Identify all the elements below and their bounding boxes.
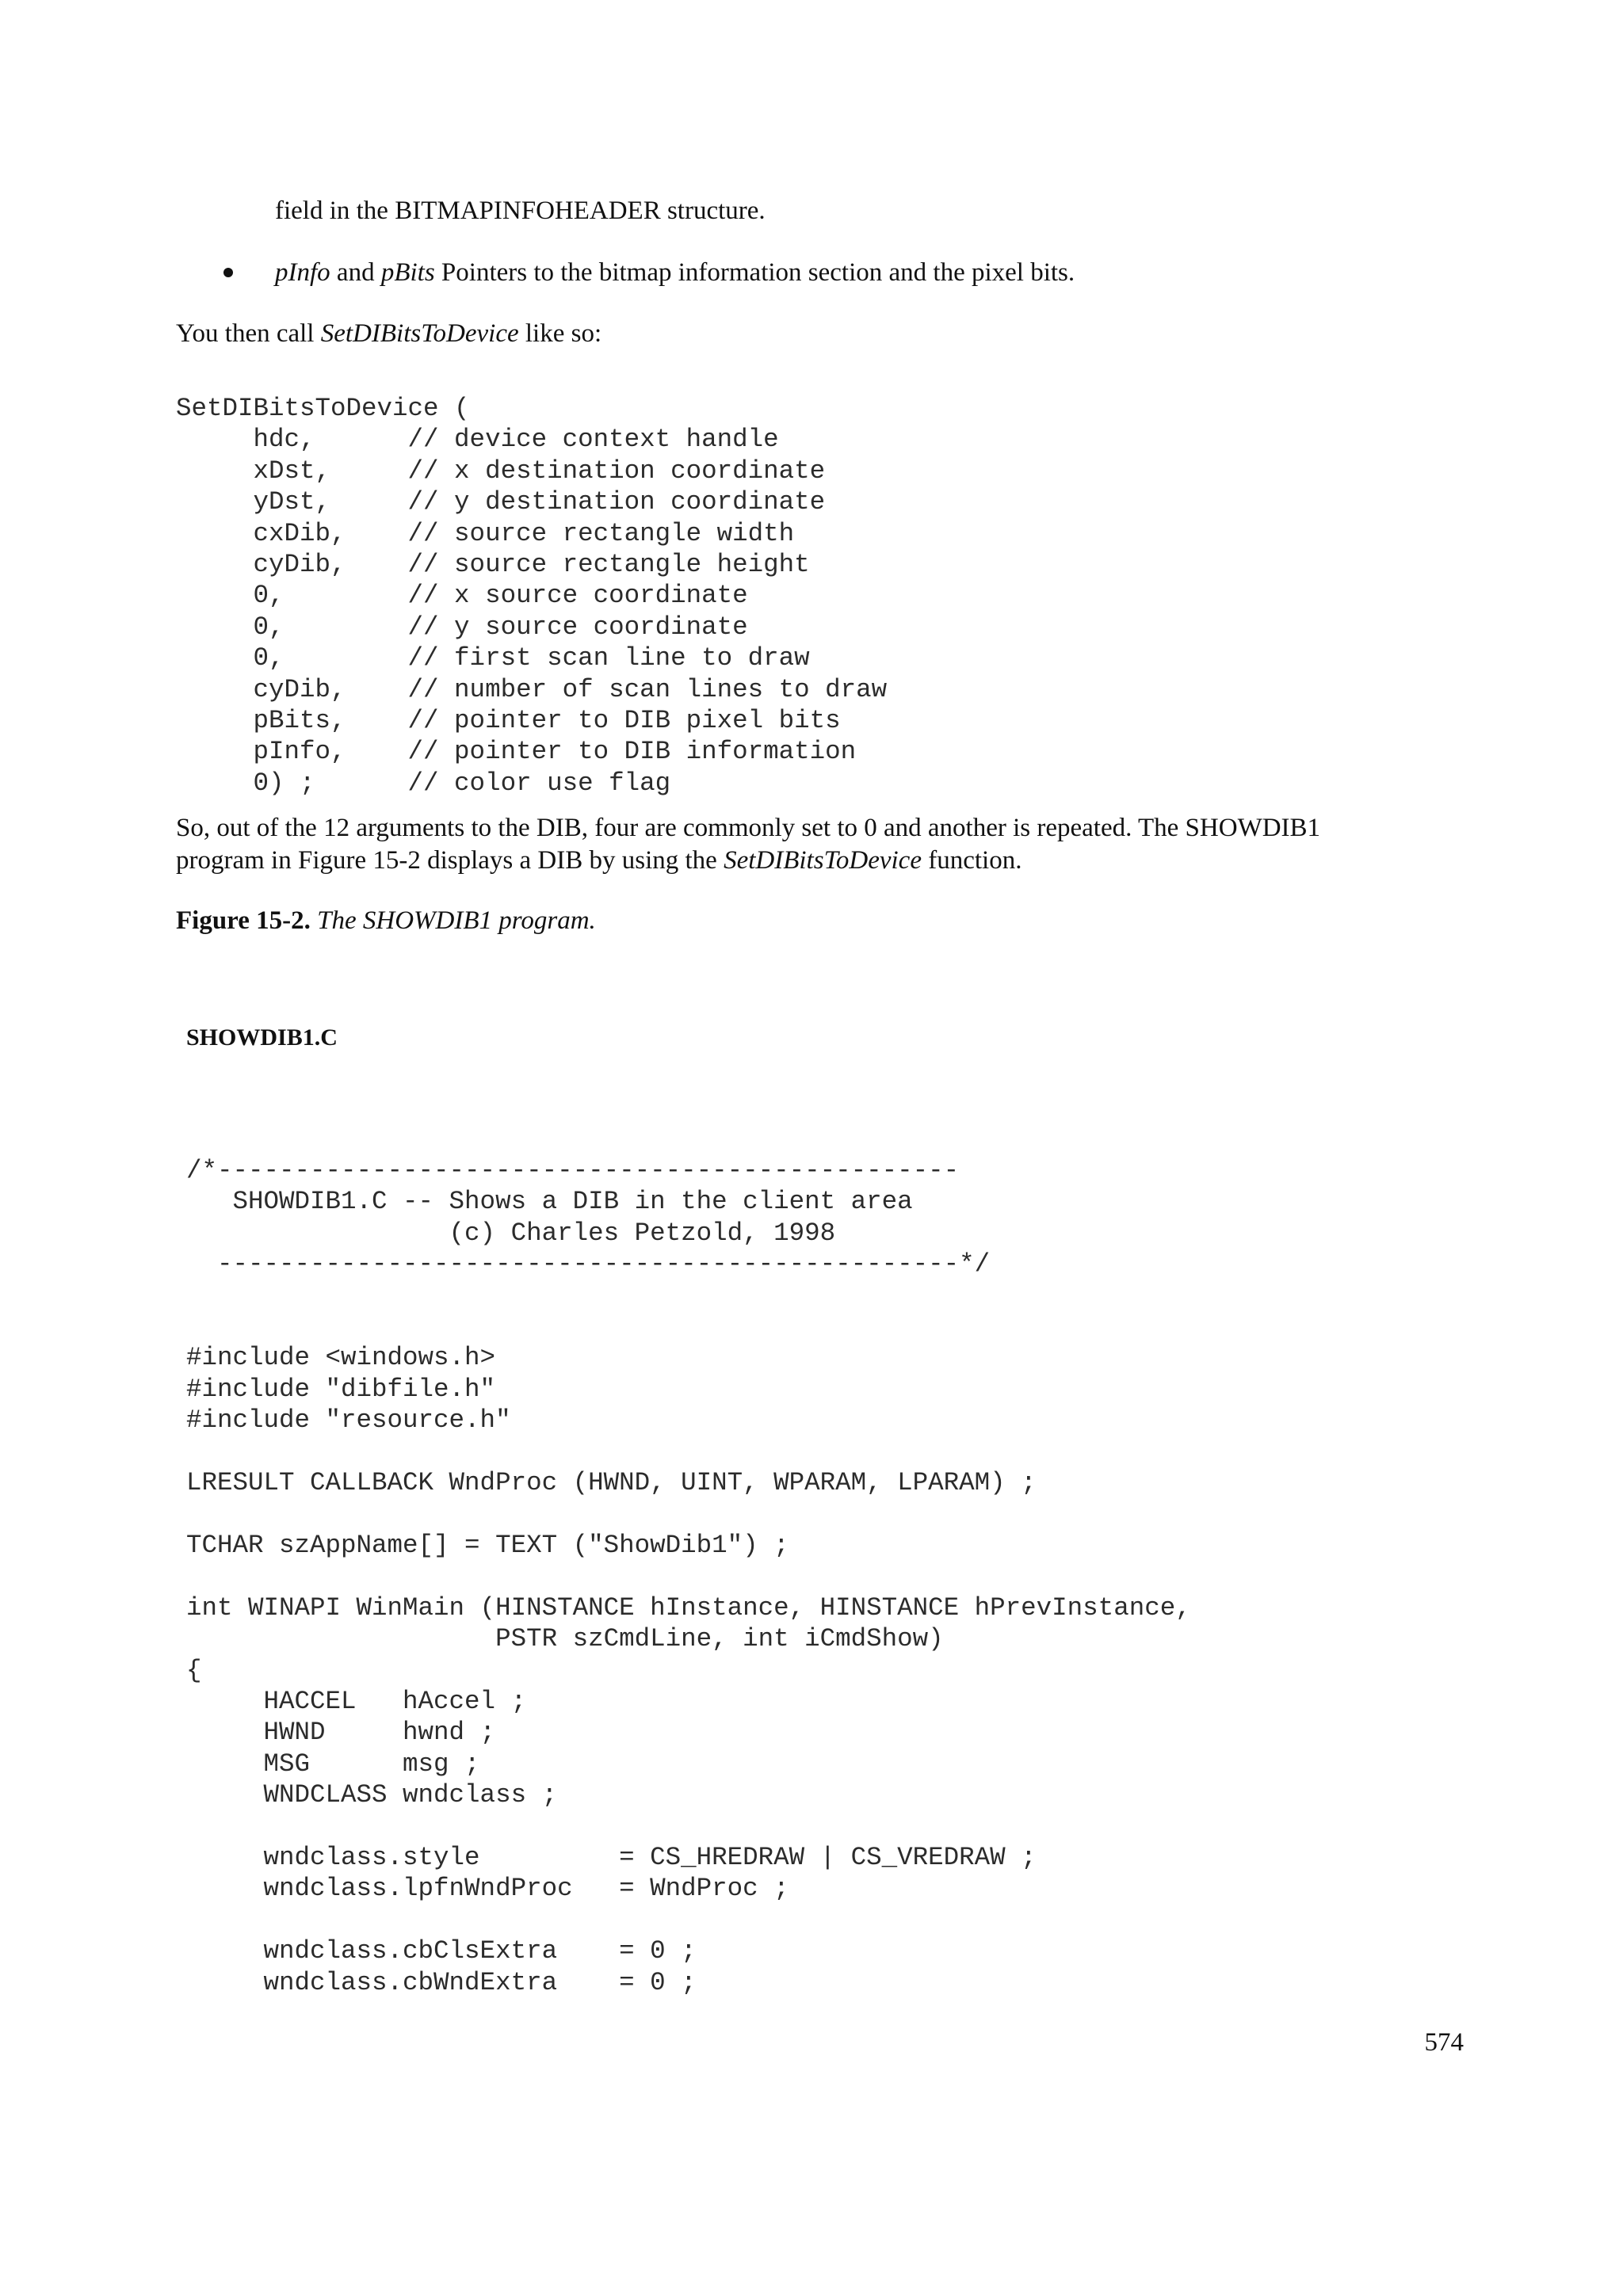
code-listing: /*------------------------------------------------ SHOWDIB1.C -- Shows a DIB in the client area (c) Charles Petzold, 1998 ------------------------------------------------*/ #include <windows.h> #include "dibfile.h" #include "resource.h" LRESULT CALLBACK WndProc (HWND, UINT, WPARAM, LPARAM) ; TCHAR szAppName[] = TEXT ("ShowDib1") ; int WINAPI WinMain (HINSTANCE hInstance, HINSTANCE hPrevInstance, PSTR szCmdLine, int iCmdShow) { HACCEL hAccel ; HWND hwnd ; MSG msg ; WNDCLASS wndclass ; wndclass.style = CS_HREDRAW | CS_VREDRAW ; wndclass.lpfnWndProc = WndProc ; wndclass.cbClsExtra = 0 ; wndclass.cbWndExtra = 0 ; [186, 1156, 1191, 1997]
bullet-and: and [330, 258, 381, 287]
call-intro-after: like so: [518, 319, 602, 348]
figure-label: Figure 15-2. [176, 906, 311, 935]
figure-caption-text: The SHOWDIB1 program. [310, 906, 596, 935]
paragraph-line-2: program in Figure 15-2 displays a DIB by using the SetDIBitsToDevice function. [176, 846, 1022, 875]
file-label: SHOWDIB1.C [186, 1024, 338, 1051]
body-paragraph [176, 812, 1320, 877]
call-intro-before: You then call [176, 319, 321, 348]
bullet-text [275, 257, 1075, 289]
call-intro [176, 318, 601, 350]
continuation-text: field in the BITMAPINFOHEADER structure. [275, 196, 766, 225]
call-intro-func: SetDIBitsToDevice [320, 319, 519, 348]
page-number: 574 [1424, 2028, 1464, 2057]
bullet-icon [223, 268, 233, 277]
paragraph-line-1: So, out of the 12 arguments to the DIB, four are commonly set to 0 and another is repeated. The SHOWDIB1 [176, 814, 1321, 842]
bullet-description: Pointers to the bitmap information section and the pixel bits. [434, 258, 1075, 287]
figure-caption [176, 905, 596, 937]
term-pbits: pBits [380, 258, 435, 287]
paragraph-func: SetDIBitsToDevice [724, 846, 922, 875]
code-block-call: SetDIBitsToDevice ( hdc, // device context handle xDst, // x destination coordinate yDst, // y destination coordinate cxDib, // source rectangle width cyDib, // source rectangle height 0, // x source coordinate 0, // y source coordinate 0, // first scan line to draw cyDib, // number of scan lines to draw pBits, // pointer to DIB pixel bits pInfo, // pointer to DIB information 0) ; // color use flag [176, 394, 888, 798]
term-pinfo: pInfo [275, 258, 330, 287]
